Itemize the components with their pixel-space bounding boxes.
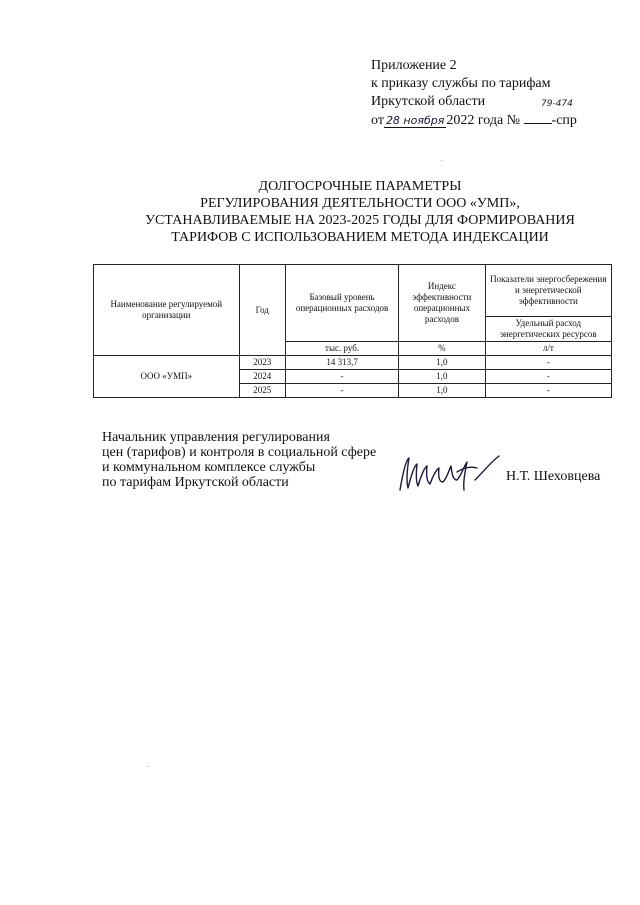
header-base-level: Базовый уровень операционных расходов [285,265,398,342]
organization-cell: ООО «УМП» [94,356,240,398]
scan-speck [441,160,442,161]
row-base: - [285,384,398,398]
unit-energy: л/т [485,342,611,356]
row-energy: - [485,370,611,384]
position-line-4: по тарифам Иркутской области [102,475,289,490]
header-energy-sub: Удельный расход энергетических ресурсов [485,317,611,342]
handwritten-date: 28 ноября [385,114,445,127]
annex-line-2: к приказу службы по тарифам [371,76,551,91]
position-line-1: Начальник управления регулирования [102,430,330,445]
order-number-blank [524,111,552,124]
annex-line-1: Приложение 2 [371,58,457,73]
position-line-2: цен (тарифов) и контроля в социальной сфере [102,445,377,460]
row-index: 1,0 [399,384,485,398]
row-year: 2024 [239,370,285,384]
row-energy: - [485,384,611,398]
row-index: 1,0 [399,356,485,370]
header-organization: Наименование регулируемой организации [94,265,240,356]
parameters-table [93,264,612,398]
annex-header [371,57,577,130]
row-index: 1,0 [399,370,485,384]
handwritten-signature [397,452,501,496]
row-year: 2023 [239,356,285,370]
header-efficiency-index: Индекс эффективности операционных расходов [399,265,485,342]
date-prefix: от [371,113,384,128]
row-base: - [285,370,398,384]
signature-block [102,430,376,490]
scan-speck [147,766,148,767]
date-suffix: 2022 года № [446,113,521,128]
position-line-3: и коммунальном комплексе службы [102,460,316,475]
annex-line-3: Иркутской области [371,94,486,109]
table-row [94,356,612,370]
row-energy: - [485,356,611,370]
title-line-1: ДОЛГОСРОЧНЫЕ ПАРАМЕТРЫ [258,179,462,194]
annex-date-line [371,111,577,130]
signer-name: Н.Т. Шеховцева [506,469,601,484]
number-suffix: -спр [551,113,577,128]
title-line-3: УСТАНАВЛИВАЕМЫЕ НА 2023-2025 ГОДЫ ДЛЯ ФОРМИРОВАНИЯ [145,213,575,228]
unit-base: тыс. руб. [285,342,398,356]
row-year: 2025 [239,384,285,398]
document-title [100,178,620,246]
header-year: Год [239,265,285,356]
title-line-4: ТАРИФОВ С ИСПОЛЬЗОВАНИЕМ МЕТОДА ИНДЕКСАЦИИ [171,230,549,245]
handwritten-order-number: 79-474 [541,99,573,109]
header-energy-group: Показатели энергосбережения и энергетической эффективности [485,265,611,317]
row-base: 14 313,7 [285,356,398,370]
title-line-2: РЕГУЛИРОВАНИЯ ДЕЯТЕЛЬНОСТИ ООО «УМП», [200,196,520,211]
unit-index: % [399,342,485,356]
